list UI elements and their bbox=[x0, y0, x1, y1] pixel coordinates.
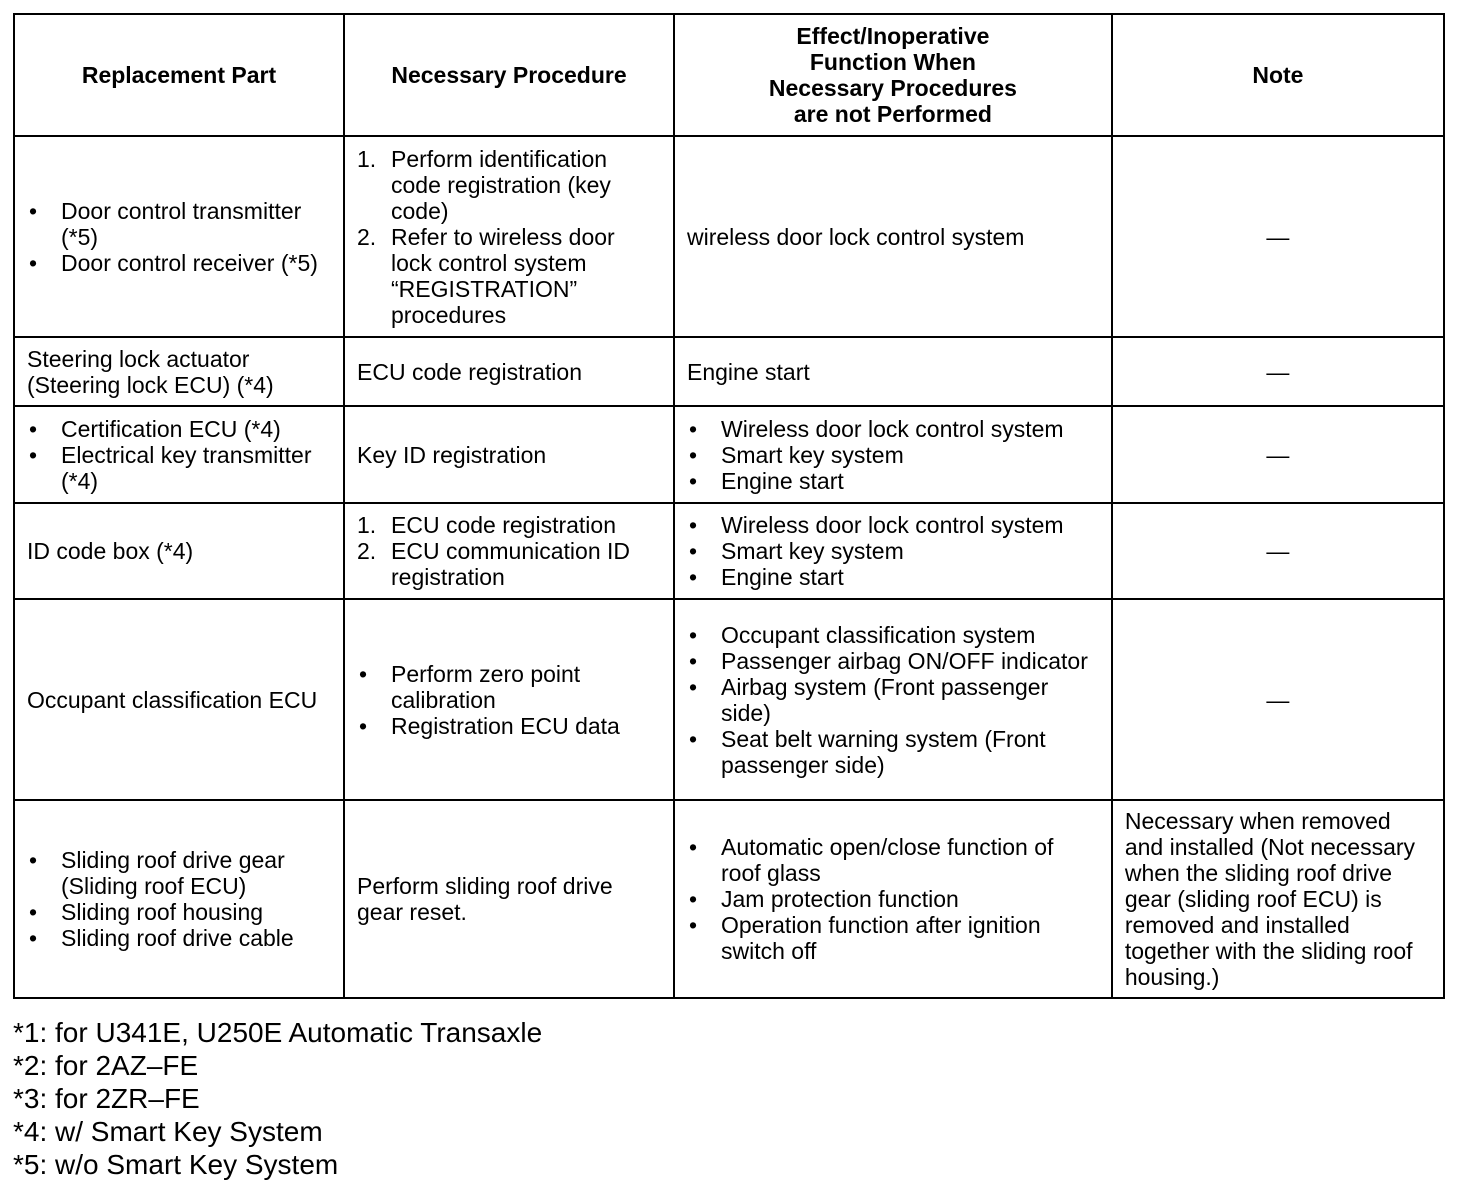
list-item bbox=[357, 224, 661, 328]
procedure-cell: Key ID registration bbox=[344, 406, 674, 503]
item-number: 1. bbox=[357, 512, 377, 538]
header-note: Note bbox=[1112, 14, 1444, 136]
table-row bbox=[14, 136, 1444, 337]
list-item: • Sliding roof drive gear (Sliding roof ECU) bbox=[27, 847, 331, 899]
list-item: • Door control transmitter (*5) bbox=[27, 198, 331, 250]
header-necessary-procedure: Necessary Procedure bbox=[344, 14, 674, 136]
table-row bbox=[14, 406, 1444, 503]
list-item: • Operation function after ignition switch off bbox=[687, 912, 1099, 964]
header-effect-line: Effect/Inoperative bbox=[796, 23, 990, 49]
list-item bbox=[357, 512, 661, 538]
header-row bbox=[14, 14, 1444, 136]
table-row bbox=[14, 337, 1444, 406]
part-cell: ID code box (*4) bbox=[14, 503, 344, 599]
procedure-cell bbox=[344, 503, 674, 599]
note-cell: Necessary when removed and installed (Not necessary when the sliding roof drive gear (sliding roof ECU) is removed and installed together with the sliding roof housing.) bbox=[1112, 800, 1444, 998]
effect-cell bbox=[674, 406, 1112, 503]
effect-cell: wireless door lock control system bbox=[674, 136, 1112, 337]
header-effect-line: are not Performed bbox=[793, 101, 992, 127]
header-effect-line: Necessary Procedures bbox=[768, 75, 1017, 101]
item-text: Perform identification code registration (key code) bbox=[391, 145, 611, 224]
list-item: • Sliding roof drive cable bbox=[27, 925, 331, 951]
list-item: • Automatic open/close function of roof glass bbox=[687, 834, 1099, 886]
note-cell: — bbox=[1112, 406, 1444, 503]
list-item: • Occupant classification system bbox=[687, 622, 1099, 648]
footnote: *3: for 2ZR–FE bbox=[13, 1083, 200, 1114]
list-item: • Perform zero point calibration bbox=[357, 661, 661, 713]
table-row bbox=[14, 599, 1444, 800]
effect-cell: Engine start bbox=[674, 337, 1112, 406]
footnote: *5: w/o Smart Key System bbox=[13, 1149, 339, 1180]
procedure-cell bbox=[344, 599, 674, 800]
note-cell: — bbox=[1112, 136, 1444, 337]
footnote: *2: for 2AZ–FE bbox=[13, 1050, 199, 1081]
list-item: • Smart key system bbox=[687, 538, 1099, 564]
note-cell: — bbox=[1112, 503, 1444, 599]
list-item: • Certification ECU (*4) bbox=[27, 416, 331, 442]
procedure-cell bbox=[344, 136, 674, 337]
part-cell bbox=[14, 136, 344, 337]
procedure-cell: Perform sliding roof drive gear reset. bbox=[344, 800, 674, 998]
note-cell: — bbox=[1112, 337, 1444, 406]
part-cell bbox=[14, 406, 344, 503]
part-cell: Occupant classification ECU bbox=[14, 599, 344, 800]
table-row bbox=[14, 800, 1444, 998]
list-item: • Passenger airbag ON/OFF indicator bbox=[687, 648, 1099, 674]
list-item: • Registration ECU data bbox=[357, 713, 661, 739]
list-item: • Engine start bbox=[687, 468, 1099, 494]
footnote: *1: for U341E, U250E Automatic Transaxle bbox=[13, 1017, 543, 1048]
footnote: *4: w/ Smart Key System bbox=[13, 1116, 323, 1147]
item-number: 1. bbox=[357, 145, 377, 172]
item-text: ECU communication ID registration bbox=[391, 538, 631, 590]
list-item bbox=[357, 146, 661, 224]
effect-cell bbox=[674, 599, 1112, 800]
list-item: • Engine start bbox=[687, 564, 1099, 590]
list-item: • Airbag system (Front passenger side) bbox=[687, 674, 1099, 726]
header-effect-line: Function When bbox=[809, 49, 976, 75]
header-replacement-part: Replacement Part bbox=[14, 14, 344, 136]
list-item: • Smart key system bbox=[687, 442, 1099, 468]
header-effect bbox=[674, 14, 1112, 136]
footnotes bbox=[13, 1016, 542, 1181]
effect-cell bbox=[674, 800, 1112, 998]
part-cell bbox=[14, 800, 344, 998]
list-item: • Jam protection function bbox=[687, 886, 1099, 912]
list-item: • Wireless door lock control system bbox=[687, 512, 1099, 538]
effect-cell bbox=[674, 503, 1112, 599]
table-row bbox=[14, 503, 1444, 599]
list-item: • Seat belt warning system (Front passenger side) bbox=[687, 726, 1099, 778]
part-cell: Steering lock actuator (Steering lock ECU) (*4) bbox=[14, 337, 344, 406]
list-item: • Door control receiver (*5) bbox=[27, 250, 331, 276]
list-item bbox=[357, 538, 661, 590]
note-cell: — bbox=[1112, 599, 1444, 800]
replacement-table bbox=[13, 13, 1445, 999]
list-item: • Wireless door lock control system bbox=[687, 416, 1099, 442]
item-text: Refer to wireless door lock control system “REGISTRATION” procedures bbox=[391, 223, 615, 328]
procedure-cell: ECU code registration bbox=[344, 337, 674, 406]
list-item: • Sliding roof housing bbox=[27, 899, 331, 925]
item-number: 2. bbox=[357, 538, 377, 564]
list-item: • Electrical key transmitter (*4) bbox=[27, 442, 331, 494]
item-number: 2. bbox=[357, 223, 377, 250]
item-text: ECU code registration bbox=[391, 512, 616, 538]
